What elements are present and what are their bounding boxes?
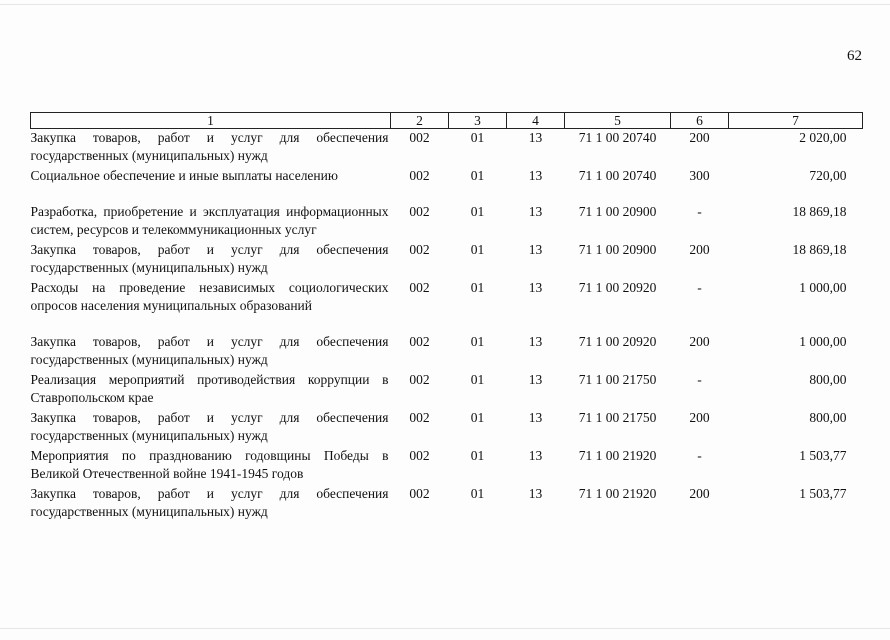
row-name: Разработка, приобретение и эксплуатация информационных систем, ресурсов и телекоммуникационных услуг <box>30 204 389 237</box>
table-row <box>31 409 863 447</box>
row-code-2: 002 <box>409 280 430 295</box>
row-name: Реализация мероприятий противодействия коррупции в Ставропольском крае <box>30 372 389 405</box>
row-code-2: 002 <box>409 410 430 425</box>
table-row <box>31 485 863 523</box>
row-code-6: - <box>697 448 702 463</box>
row-code-2: 002 <box>409 448 430 463</box>
row-name: Закупка товаров, работ и услуг для обеспечения государственных (муниципальных) нужд <box>30 130 389 163</box>
table-row <box>31 447 863 485</box>
row-code-2: 002 <box>409 168 430 183</box>
table-row <box>31 371 863 409</box>
row-code-6: 300 <box>689 168 710 183</box>
row-code-3: 01 <box>470 204 485 219</box>
row-code-4: 13 <box>528 280 543 295</box>
table-row <box>31 203 863 241</box>
budget-table <box>30 112 863 523</box>
row-code-6: 200 <box>689 242 710 257</box>
row-name: Закупка товаров, работ и услуг для обеспечения государственных (муниципальных) нужд <box>30 242 389 275</box>
row-name: Социальное обеспечение и иные выплаты населению <box>30 168 338 183</box>
row-code-4: 13 <box>528 168 543 183</box>
row-code-3: 01 <box>470 448 485 463</box>
row-code-6: 200 <box>689 410 710 425</box>
table-header-row <box>31 113 863 129</box>
row-code-2: 002 <box>409 242 430 257</box>
row-code-2: 002 <box>409 372 430 387</box>
row-name: Закупка товаров, работ и услуг для обеспечения государственных (муниципальных) нужд <box>30 410 389 443</box>
row-code-4: 13 <box>528 334 543 349</box>
row-code-5: 71 1 00 21750 <box>578 410 657 425</box>
row-code-5: 71 1 00 21920 <box>578 448 657 463</box>
row-code-3: 01 <box>470 372 485 387</box>
column-header: 7 <box>729 113 863 129</box>
row-code-3: 01 <box>470 410 485 425</box>
table-row <box>31 241 863 279</box>
row-code-5: 71 1 00 20900 <box>578 242 657 257</box>
row-code-6: - <box>697 280 702 295</box>
row-code-3: 01 <box>470 334 485 349</box>
row-name: Расходы на проведение независимых социологических опросов населения муниципальных образований <box>30 280 389 313</box>
scan-edge-line <box>0 4 890 5</box>
row-code-5: 71 1 00 20920 <box>578 280 657 295</box>
row-name: Мероприятия по празднованию годовщины Победы в Великой Отечественной войне 1941-1945 годов <box>30 448 389 481</box>
row-amount: 1 000,00 <box>799 280 847 295</box>
row-code-4: 13 <box>528 486 543 501</box>
row-name: Закупка товаров, работ и услуг для обеспечения государственных (муниципальных) нужд <box>30 334 389 367</box>
row-code-4: 13 <box>528 242 543 257</box>
row-code-6: 200 <box>689 486 710 501</box>
row-code-2: 002 <box>409 130 430 145</box>
column-header: 1 <box>31 113 391 129</box>
row-code-6: - <box>697 372 702 387</box>
column-header: 4 <box>507 113 565 129</box>
row-amount: 18 869,18 <box>792 204 847 219</box>
row-code-4: 13 <box>528 204 543 219</box>
row-code-3: 01 <box>470 242 485 257</box>
row-name: Закупка товаров, работ и услуг для обеспечения государственных (муниципальных) нужд <box>30 486 389 519</box>
row-amount: 800,00 <box>809 372 847 387</box>
page-number: 62 <box>847 48 862 64</box>
row-code-5: 71 1 00 20920 <box>578 334 657 349</box>
row-code-3: 01 <box>470 130 485 145</box>
table-row <box>31 167 863 203</box>
row-code-5: 71 1 00 21920 <box>578 486 657 501</box>
scan-edge-line <box>0 628 890 629</box>
row-code-4: 13 <box>528 372 543 387</box>
row-amount: 2 020,00 <box>799 130 847 145</box>
row-code-5: 71 1 00 20740 <box>578 168 657 183</box>
table-row <box>31 279 863 333</box>
row-amount: 800,00 <box>809 410 847 425</box>
row-code-6: 200 <box>689 334 710 349</box>
row-code-4: 13 <box>528 410 543 425</box>
table-row <box>31 129 863 168</box>
row-code-2: 002 <box>409 486 430 501</box>
row-amount: 1 000,00 <box>799 334 847 349</box>
row-code-3: 01 <box>470 168 485 183</box>
row-code-3: 01 <box>470 280 485 295</box>
column-header: 3 <box>449 113 507 129</box>
row-code-6: - <box>697 204 702 219</box>
row-code-4: 13 <box>528 448 543 463</box>
row-code-5: 71 1 00 21750 <box>578 372 657 387</box>
column-header: 6 <box>671 113 729 129</box>
row-amount: 18 869,18 <box>792 242 847 257</box>
row-code-4: 13 <box>528 130 543 145</box>
table-row <box>31 333 863 371</box>
row-code-3: 01 <box>470 486 485 501</box>
row-code-5: 71 1 00 20900 <box>578 204 657 219</box>
row-amount: 720,00 <box>809 168 847 183</box>
row-amount: 1 503,77 <box>799 486 847 501</box>
row-code-5: 71 1 00 20740 <box>578 130 657 145</box>
row-code-2: 002 <box>409 204 430 219</box>
column-header: 5 <box>565 113 671 129</box>
row-code-6: 200 <box>689 130 710 145</box>
row-amount: 1 503,77 <box>799 448 847 463</box>
column-header: 2 <box>391 113 449 129</box>
row-code-2: 002 <box>409 334 430 349</box>
